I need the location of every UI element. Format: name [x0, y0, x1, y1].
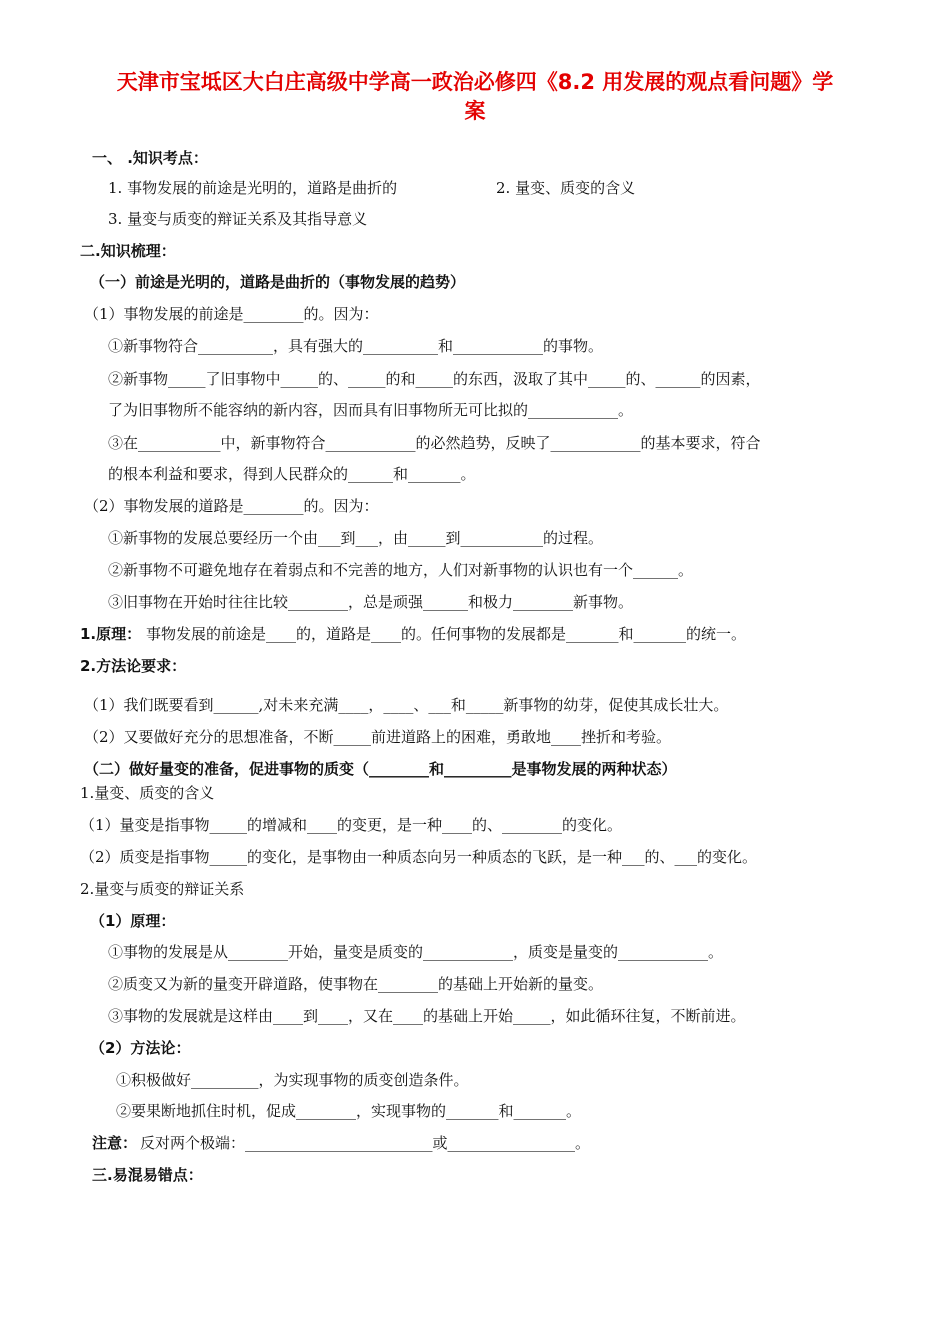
section-3-heading: 三.易混易错点： — [92, 1166, 203, 1184]
item-1-2-a: ①新事物的发展总要经历一个由___到___，由_____到___________的过程。 — [108, 529, 604, 547]
item-1-2-c: ③旧事物在开始时往往比较________，总是顽强______和极力________新事物。 — [108, 593, 634, 611]
dialectic-methodology-b: ②要果断地抓住时机，促成________，实现事物的_______和_______。 — [116, 1102, 582, 1120]
section-2-heading: 二.知识梳理： — [80, 242, 176, 260]
exam-point-1: 1. 事物发展的前途是光明的，道路是曲折的 — [108, 179, 398, 197]
item-1-1-b: ②新事物_____了旧事物中_____的、_____的和_____的东西，汲取了其中_____的、______的因素， — [108, 370, 761, 388]
title-line-1: 天津市宝坻区大白庄高级中学高一政治必修四《8.2 用发展的观点看问题》学 — [116, 70, 834, 94]
meaning-heading: 1.量变、质变的含义 — [80, 784, 215, 802]
item-1-1-c-cont: 的根本利益和要求，得到人民群众的______和_______。 — [108, 465, 476, 483]
dialectic-heading: 2.量变与质变的辩证关系 — [80, 880, 245, 898]
document-title — [60, 68, 890, 126]
title-line-2: 案 — [464, 99, 486, 123]
dialectic-principle-b: ②质变又为新的量变开辟道路，使事物在________的基础上开始新的量变。 — [108, 975, 604, 993]
item-1-1-a: ①新事物符合__________，具有强大的__________和____________的事物。 — [108, 337, 604, 355]
item-1-1-c: ③在___________中，新事物符合____________的必然趋势，反映了____________的基本要求，符合 — [108, 434, 761, 452]
methodology-2: （2）又要做好充分的思想准备，不断_____前进道路上的困难，勇敢地____挫折和考验。 — [84, 728, 672, 746]
note-label: 注意： — [92, 1134, 138, 1152]
dialectic-principle-a: ①事物的发展是从________开始，量变是质变的____________，质变是量变的____________。 — [108, 943, 724, 961]
item-1-1-b-cont: 了为旧事物所不能容纳的新内容，因而具有旧事物所无可比拟的____________。 — [108, 401, 634, 419]
qualitative-change: （2）质变是指事物_____的变化，是事物由一种质态向另一种质态的飞跃，是一种___的、___的变化。 — [80, 848, 758, 866]
dialectic-principle-c: ③事物的发展就是这样由____到____，又在____的基础上开始_____，如此循环往复，不断前进。 — [108, 1007, 746, 1025]
principle-text: 事物发展的前途是____的，道路是____的。任何事物的发展都是_______和_______的统一。 — [146, 625, 747, 643]
dialectic-principle: （1）原理： — [90, 912, 176, 930]
methodology-heading: 2.方法论要求： — [80, 657, 187, 675]
note-text: 反对两个极端：_________________________或_________________。 — [140, 1134, 591, 1152]
dialectic-methodology: （2）方法论： — [90, 1039, 191, 1057]
subsection-2-heading: （二）做好量变的准备，促进事物的质变（________和_________是事物发展的两种状态） — [84, 760, 677, 778]
item-1-1: （1）事物发展的前途是________的。因为： — [84, 305, 379, 323]
dialectic-methodology-a: ①积极做好_________，为实现事物的质变创造条件。 — [116, 1071, 469, 1089]
exam-point-3: 3. 量变与质变的辩证关系及其指导意义 — [108, 210, 368, 228]
methodology-1: （1）我们既要看到______,对未来充满____，____、___和_____新事物的幼芽，促使其成长壮大。 — [84, 696, 729, 714]
item-1-2: （2）事物发展的道路是________的。因为： — [84, 497, 379, 515]
exam-point-2: 2. 量变、质变的含义 — [496, 179, 636, 197]
principle-label: 1.原理： — [80, 625, 142, 643]
section-1-heading: 一、 .知识考点： — [92, 149, 208, 167]
item-1-2-b: ②新事物不可避免地存在着弱点和不完善的地方，人们对新事物的认识也有一个______。 — [108, 561, 694, 579]
subsection-1-heading: （一）前途是光明的，道路是曲折的（事物发展的趋势） — [90, 273, 466, 291]
quantitative-change: （1）量变是指事物_____的增减和____的变更，是一种____的、________的变化。 — [80, 816, 623, 834]
